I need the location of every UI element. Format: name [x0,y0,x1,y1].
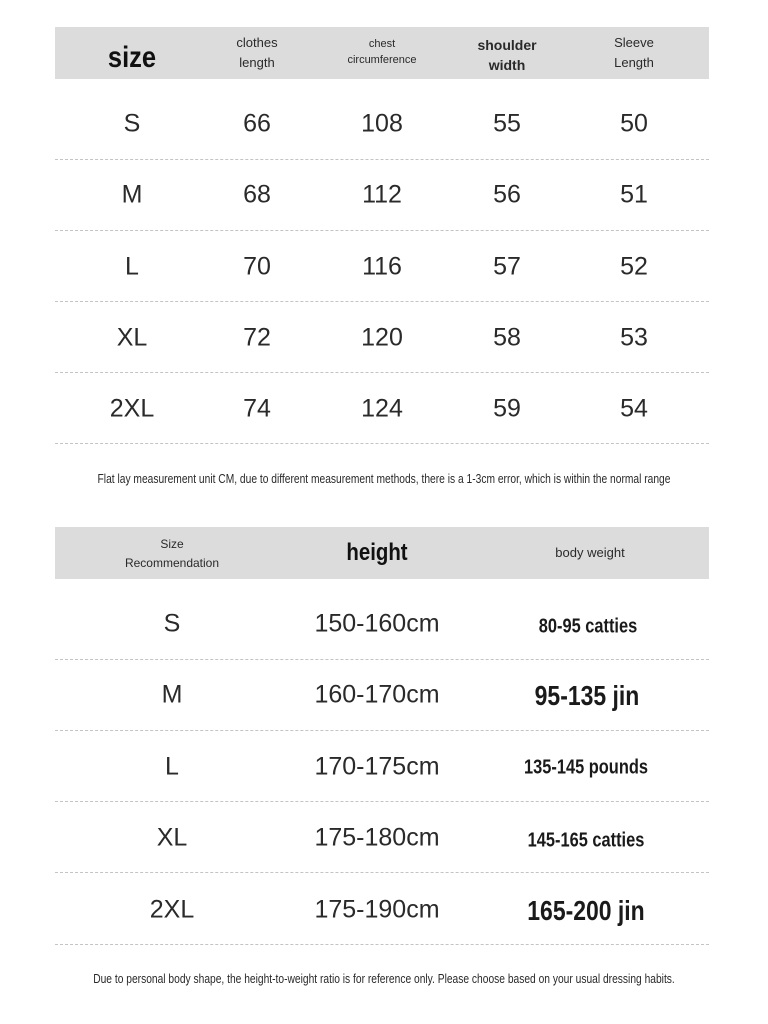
size-chart-cell: 112 [362,180,402,209]
row-divider [55,159,709,160]
row-divider [55,230,709,231]
size-chart-cell: S [123,109,141,138]
recommendation-weight: 95-135 jin [534,680,640,711]
recommendation-weight: 145-165 catties [527,829,645,852]
size-chart-header-chest-circumference-text: chest circumference [347,38,417,66]
size-chart-header-shoulder-width [477,35,536,75]
size-chart-header-chest-circumference [347,36,416,68]
recommendation-weight: 165-200 jin [527,895,645,926]
size-chart-cell: 120 [361,323,403,352]
row-divider [55,730,709,731]
recommendation-height: 175-190cm [314,895,440,924]
recommendation-height: 170-175cm [314,752,440,781]
size-chart-cell: 56 [493,180,521,209]
size-chart-cell: 68 [243,180,271,209]
size-chart-header-shoulder-width-text: shoulder width [477,37,537,73]
recommendation-size: S [163,609,181,638]
size-chart-header-size: size [107,41,157,74]
size-chart-cell: 116 [362,252,402,281]
row-divider [55,372,709,373]
recommendation-height: 175-180cm [314,823,440,852]
recommendation-weight: 80-95 catties [538,615,638,638]
size-chart-cell: 52 [620,252,648,281]
size-chart-cell: 72 [243,323,271,352]
size-chart-cell: 124 [361,394,403,423]
recommendation-header-size [125,535,219,573]
row-divider [55,801,709,802]
size-chart-cell: 50 [620,109,648,138]
recommendation-header-size-text: Size Recommendation [124,537,220,570]
size-chart-cell: 53 [620,323,648,352]
size-chart-cell: 51 [620,180,648,209]
size-chart-cell: M [121,180,143,209]
row-divider [55,659,709,660]
size-chart-note: Flat lay measurement unit CM, due to different measurement methods, there is a 1-3cm error, which is within the normal range [97,472,671,486]
recommendation-height: 150-160cm [314,609,440,638]
row-divider [55,944,709,945]
size-chart-header-sleeve-length [614,33,654,73]
size-chart-cell: 57 [493,252,521,281]
size-chart-cell: 2XL [109,394,155,423]
size-chart-cell: 74 [243,394,271,423]
recommendation-size: XL [156,823,188,852]
recommendation-header-body-weight: body weight [555,545,625,560]
recommendation-weight: 135-145 pounds [524,756,648,779]
size-chart-header-sleeve-length-text: Sleeve Length [614,35,654,70]
size-chart-cell: XL [116,323,148,352]
size-chart-cell: 66 [243,109,271,138]
size-chart-cell: 55 [493,109,521,138]
recommendation-size: 2XL [149,895,195,924]
row-divider [55,301,709,302]
size-chart-cell: 108 [361,109,403,138]
size-chart-cell: 59 [493,394,521,423]
recommendation-note: Due to personal body shape, the height-to-weight ratio is for reference only. Please choose based on your usual dressing habits. [93,972,675,986]
size-chart-cell: 54 [620,394,648,423]
recommendation-size: L [165,752,179,781]
size-chart-cell: 58 [493,323,521,352]
row-divider [55,443,709,444]
recommendation-size: M [161,680,183,709]
size-chart-cell: L [125,252,139,281]
size-chart-header-clothes-length [236,33,277,73]
size-chart-header-clothes-length-text: clothes length [236,35,278,70]
recommendation-header-height: height [346,539,408,566]
size-chart-cell: 70 [243,252,271,281]
recommendation-height: 160-170cm [314,680,440,709]
row-divider [55,872,709,873]
